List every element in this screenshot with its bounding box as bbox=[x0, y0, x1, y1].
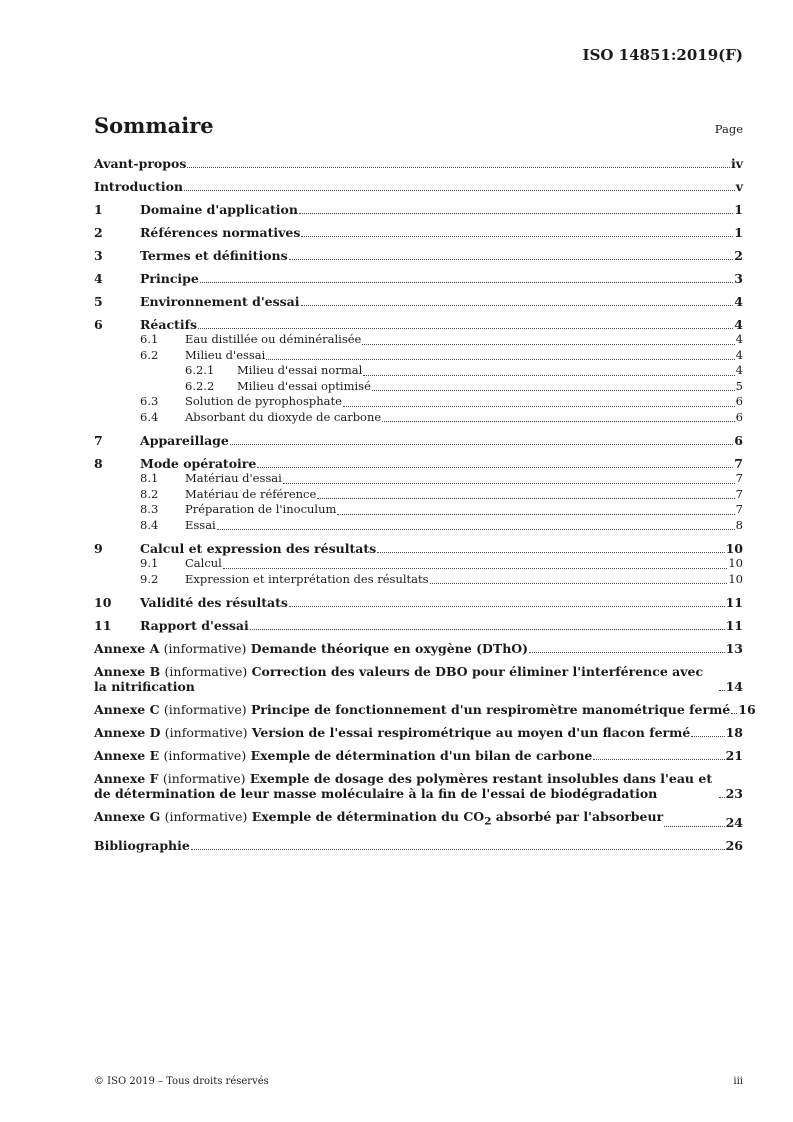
leader-dots bbox=[266, 359, 734, 360]
toc-entry-label: Milieu d'essai bbox=[185, 347, 266, 362]
toc-entry[interactable] bbox=[94, 394, 743, 410]
toc-entry[interactable] bbox=[94, 433, 743, 448]
leader-dots bbox=[289, 606, 725, 607]
leader-dots bbox=[337, 514, 734, 515]
toc-entry[interactable] bbox=[94, 556, 743, 572]
leader-dots bbox=[198, 328, 733, 329]
toc-entry-page: iv bbox=[730, 156, 743, 171]
copyright: © ISO 2019 – Tous droits réservés bbox=[94, 1076, 269, 1087]
annex-title: Demande théorique en oxygène (DThO) bbox=[250, 641, 529, 656]
toc-entry-page: 7 bbox=[735, 486, 743, 501]
toc-entry-label: Absorbant du dioxyde de carbone bbox=[185, 409, 382, 424]
toc-entry-page: 16 bbox=[738, 702, 756, 717]
toc-entry-page: 26 bbox=[725, 837, 743, 853]
toc-entry-page: 6 bbox=[735, 409, 743, 424]
document-code: ISO 14851:2019(F) bbox=[582, 46, 743, 64]
toc-entry[interactable] bbox=[94, 332, 743, 348]
leader-dots bbox=[257, 467, 733, 468]
toc-entry-number: 6.4 bbox=[140, 409, 159, 424]
toc-entry[interactable] bbox=[94, 487, 743, 503]
leader-dots bbox=[301, 236, 733, 237]
toc-entry-page: 8 bbox=[735, 517, 743, 532]
toc-entry-page: v bbox=[735, 179, 743, 194]
toc-entry[interactable] bbox=[94, 502, 743, 518]
toc-entry-label: Calcul bbox=[185, 556, 222, 570]
toc-entry-label: Références normatives bbox=[140, 225, 301, 240]
annex-label bbox=[94, 641, 528, 656]
leader-dots bbox=[377, 552, 724, 553]
toc-entry-number: 7 bbox=[94, 433, 103, 448]
toc-entry[interactable] bbox=[94, 317, 743, 332]
toc-entry-number: 10 bbox=[94, 595, 112, 610]
toc-annex-entry[interactable] bbox=[94, 748, 743, 763]
toc-entry-label: Solution de pyrophosphate bbox=[185, 394, 342, 408]
toc-entry[interactable] bbox=[94, 838, 743, 853]
annex-type: (informative) bbox=[164, 664, 248, 679]
toc-entry-number: 6.2.2 bbox=[185, 378, 215, 393]
toc-entry[interactable] bbox=[94, 572, 743, 588]
toc-entry-page: 14 bbox=[725, 679, 743, 694]
toc-entry-page: 6 bbox=[734, 433, 743, 448]
toc-entry[interactable] bbox=[94, 518, 743, 534]
page-number: iii bbox=[733, 1076, 743, 1087]
toc-entry[interactable] bbox=[94, 225, 743, 240]
toc-entry-page: 6 bbox=[735, 394, 743, 408]
toc-entry-page: 24 bbox=[725, 814, 743, 830]
toc-entry-page: 1 bbox=[734, 202, 743, 217]
annex-type: (informative) bbox=[163, 702, 247, 717]
toc-entry-page: 7 bbox=[735, 471, 743, 485]
toc-annex-entry[interactable] bbox=[94, 664, 743, 694]
annex-label bbox=[94, 771, 718, 801]
leader-dots bbox=[250, 629, 725, 630]
toc-entry-label: Principe bbox=[140, 271, 199, 286]
toc-annex-entry[interactable] bbox=[94, 702, 756, 717]
toc-entry[interactable] bbox=[94, 471, 743, 487]
toc-entry-label: Domaine d'application bbox=[140, 202, 298, 217]
annex-title-part: absorbé par l'absorbeur bbox=[491, 809, 664, 824]
toc-entry-page: 1 bbox=[734, 225, 743, 240]
title-row bbox=[94, 113, 743, 138]
toc-entry[interactable] bbox=[94, 379, 743, 395]
toc-annex-entry[interactable] bbox=[94, 809, 743, 830]
annex-name: Annexe F bbox=[94, 771, 159, 786]
leader-dots bbox=[223, 568, 728, 569]
toc-annex-entry[interactable] bbox=[94, 771, 743, 801]
toc-entry-label: Préparation de l'inoculum bbox=[185, 502, 337, 516]
annex-label bbox=[94, 725, 690, 740]
toc-entry-number: 8.4 bbox=[140, 517, 159, 532]
toc-entry-label: Milieu d'essai normal bbox=[237, 363, 363, 377]
leader-dots bbox=[191, 849, 725, 850]
table-of-contents bbox=[94, 156, 756, 853]
leader-dots bbox=[299, 213, 733, 214]
toc-entry-page: 5 bbox=[735, 378, 743, 393]
leader-dots bbox=[289, 259, 734, 260]
toc-entry-page: 4 bbox=[735, 347, 743, 362]
toc-entry-number: 6 bbox=[94, 317, 103, 332]
leader-dots bbox=[317, 498, 734, 499]
toc-entry[interactable] bbox=[94, 363, 743, 379]
toc-entry-label: Matériau d'essai bbox=[185, 471, 282, 485]
toc-entry-label: Introduction bbox=[94, 179, 184, 194]
toc-entry-label: Termes et définitions bbox=[140, 248, 288, 263]
toc-entry-label: Eau distillée ou déminéralisée bbox=[185, 332, 362, 346]
toc-entry[interactable] bbox=[94, 618, 743, 633]
toc-entry-page: 7 bbox=[734, 456, 743, 471]
toc-entry-number: 9.1 bbox=[140, 556, 159, 570]
annex-name: Annexe G bbox=[94, 809, 161, 824]
annex-title: Correction des valeurs de DBO pour éliminer l'interférence avec la nitrification bbox=[94, 664, 704, 694]
toc-entry[interactable] bbox=[94, 541, 743, 556]
toc-entry-number: 9 bbox=[94, 541, 103, 556]
page-title: Sommaire bbox=[94, 113, 214, 138]
leader-dots bbox=[382, 421, 734, 422]
toc-entry-label: Réactifs bbox=[140, 317, 197, 332]
toc-entry-page: 10 bbox=[728, 556, 743, 570]
leader-dots bbox=[719, 797, 725, 798]
toc-entry-label: Validité des résultats bbox=[140, 595, 288, 610]
toc-entry-page: 11 bbox=[725, 618, 743, 633]
annex-label bbox=[94, 664, 718, 694]
toc-entry-page: 10 bbox=[725, 541, 743, 556]
toc-entry-label: Rapport d'essai bbox=[140, 618, 249, 633]
leader-dots bbox=[184, 190, 735, 191]
toc-entry-number: 8.1 bbox=[140, 471, 159, 485]
toc-entry-page: 2 bbox=[734, 248, 743, 263]
leader-dots bbox=[664, 826, 724, 827]
annex-title: Principe de fonctionnement d'un respiromètre manométrique fermé bbox=[250, 702, 731, 717]
leader-dots bbox=[363, 375, 734, 376]
leader-dots bbox=[187, 167, 730, 168]
toc-entry-number: 6.2.1 bbox=[185, 363, 215, 377]
toc-entry-page: 10 bbox=[728, 571, 743, 586]
annex-title-part: Exemple de détermination du CO bbox=[251, 809, 485, 824]
toc-entry-number: 6.2 bbox=[140, 347, 159, 362]
toc-entry-label: Bibliographie bbox=[94, 837, 190, 853]
leader-dots bbox=[430, 583, 728, 584]
annex-title bbox=[251, 809, 664, 828]
toc-entry-page: 4 bbox=[735, 332, 743, 346]
annex-type: (informative) bbox=[163, 641, 247, 656]
leader-dots bbox=[719, 690, 725, 691]
annex-type: (informative) bbox=[162, 771, 246, 786]
leader-dots bbox=[217, 529, 735, 530]
annex-title-subscript: 2 bbox=[484, 815, 492, 828]
toc-entry-page: 4 bbox=[735, 363, 743, 377]
annex-type: (informative) bbox=[164, 809, 248, 824]
toc-entry-number: 1 bbox=[94, 202, 103, 217]
leader-dots bbox=[529, 652, 725, 653]
toc-entry-label: Environnement d'essai bbox=[140, 294, 300, 309]
leader-dots bbox=[593, 759, 724, 760]
toc-entry-number: 6.1 bbox=[140, 332, 159, 346]
toc-entry[interactable] bbox=[94, 456, 743, 471]
leader-dots bbox=[731, 713, 737, 714]
leader-dots bbox=[343, 406, 735, 407]
toc-entry-page: 4 bbox=[734, 294, 743, 309]
toc-annex-entry[interactable] bbox=[94, 725, 743, 740]
toc-entry-page: 18 bbox=[725, 725, 743, 740]
toc-entry-label: Milieu d'essai optimisé bbox=[237, 378, 371, 393]
toc-entry-number: 6.3 bbox=[140, 394, 159, 408]
annex-name: Annexe E bbox=[94, 748, 160, 763]
toc-entry-number: 3 bbox=[94, 248, 103, 263]
annex-label bbox=[94, 748, 592, 763]
annex-title: Version de l'essai respirométrique au moyen d'un flacon fermé bbox=[251, 725, 691, 740]
toc-entry-number: 4 bbox=[94, 271, 103, 286]
toc-entry-page: 7 bbox=[735, 502, 743, 516]
toc-entry-number: 2 bbox=[94, 225, 103, 240]
toc-entry-page: 3 bbox=[734, 271, 743, 286]
leader-dots bbox=[283, 483, 735, 484]
toc-entry-page: 21 bbox=[725, 748, 743, 763]
annex-name: Annexe C bbox=[94, 702, 160, 717]
annex-label bbox=[94, 702, 730, 717]
toc-entry-page: 4 bbox=[734, 317, 743, 332]
toc-entry[interactable] bbox=[94, 248, 743, 263]
toc-entry-label: Essai bbox=[185, 517, 216, 532]
toc-entry-page: 11 bbox=[725, 595, 743, 610]
toc-entry-number: 8.3 bbox=[140, 502, 159, 516]
toc-annex-entry[interactable] bbox=[94, 641, 743, 656]
toc-entry-label: Calcul et expression des résultats bbox=[140, 541, 377, 556]
page-footer bbox=[94, 1076, 743, 1087]
leader-dots bbox=[372, 390, 735, 391]
leader-dots bbox=[301, 305, 734, 306]
toc-entry-label: Matériau de référence bbox=[185, 486, 317, 501]
toc-entry-page: 13 bbox=[725, 641, 743, 656]
annex-title: Exemple de détermination d'un bilan de carbone bbox=[250, 748, 593, 763]
leader-dots bbox=[230, 444, 733, 445]
toc-entry-number: 9.2 bbox=[140, 571, 159, 586]
annex-name: Annexe D bbox=[94, 725, 161, 740]
toc-entry[interactable] bbox=[94, 179, 743, 194]
toc-entry[interactable] bbox=[94, 294, 743, 309]
leader-dots bbox=[691, 736, 724, 737]
annex-name: Annexe B bbox=[94, 664, 161, 679]
page-column-label: Page bbox=[714, 122, 743, 136]
toc-entry-number: 8 bbox=[94, 456, 103, 471]
toc-entry-number: 5 bbox=[94, 294, 103, 309]
annex-name: Annexe A bbox=[94, 641, 160, 656]
leader-dots bbox=[362, 344, 734, 345]
toc-entry-page: 23 bbox=[725, 786, 743, 801]
toc-entry[interactable] bbox=[94, 595, 743, 610]
toc-entry[interactable] bbox=[94, 156, 743, 171]
toc-entry[interactable] bbox=[94, 202, 743, 217]
annex-type: (informative) bbox=[164, 725, 248, 740]
toc-entry[interactable] bbox=[94, 410, 743, 426]
toc-entry-label: Appareillage bbox=[140, 433, 229, 448]
toc-entry-number: 11 bbox=[94, 618, 112, 633]
annex-label bbox=[94, 809, 663, 830]
toc-entry-number: 8.2 bbox=[140, 486, 159, 501]
annex-type: (informative) bbox=[163, 748, 247, 763]
leader-dots bbox=[200, 282, 733, 283]
annex-title: Exemple de dosage des polymères restant insolubles dans l'eau et de détermination de leur masse moléculaire à la fin de l'essai de biodégradation bbox=[94, 771, 713, 801]
toc-entry-label: Avant-propos bbox=[94, 156, 187, 171]
toc-entry-label: Mode opératoire bbox=[140, 456, 257, 471]
toc-entry-label: Expression et interprétation des résultats bbox=[185, 571, 429, 586]
toc-entry[interactable] bbox=[94, 271, 743, 286]
toc-entry[interactable] bbox=[94, 348, 743, 364]
